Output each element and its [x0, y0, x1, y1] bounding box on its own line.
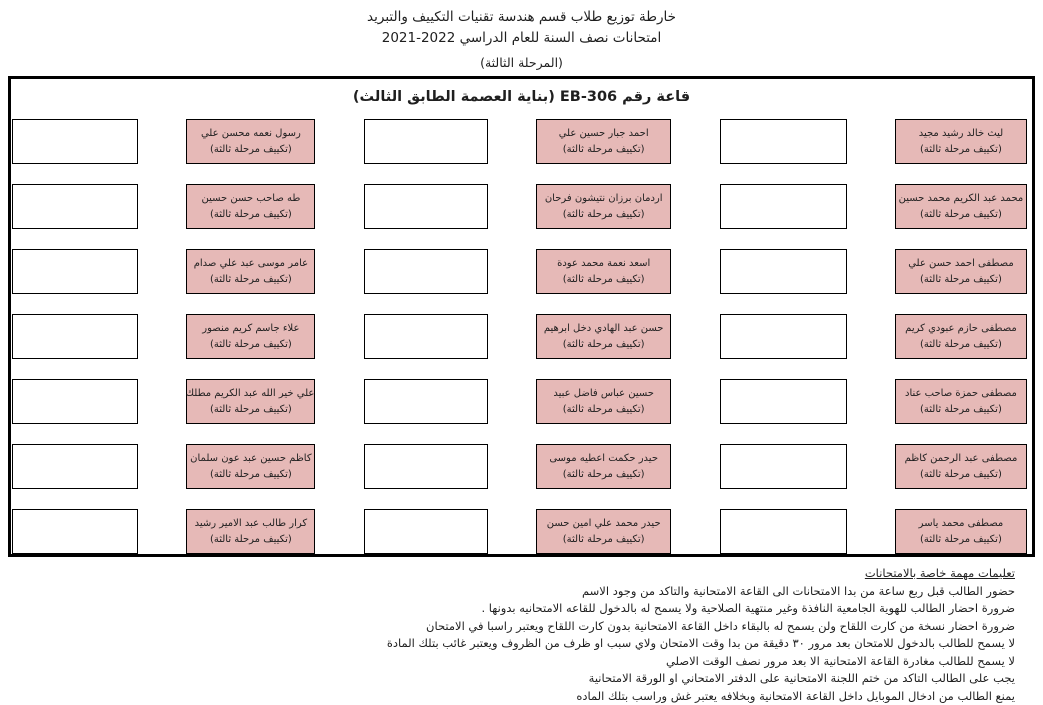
student-seat — [895, 249, 1027, 294]
empty-seat — [12, 379, 138, 424]
seat-row-6 — [12, 444, 1027, 489]
empty-seat — [364, 444, 488, 489]
student-name: مصطفى محمد ياسر — [918, 517, 1004, 529]
student-stage-label: (تكييف مرحلة ثالثة) — [209, 468, 292, 480]
student-stage-label: (تكييف مرحلة ثالثة) — [562, 468, 645, 480]
student-seat — [895, 184, 1027, 229]
empty-seat — [720, 379, 847, 424]
student-stage-label: (تكييف مرحلة ثالثة) — [562, 273, 645, 285]
student-stage-label: (تكييف مرحلة ثالثة) — [209, 403, 292, 415]
student-name: طه صاحب حسن حسين — [201, 192, 301, 204]
empty-seat — [720, 249, 847, 294]
empty-seat — [364, 249, 488, 294]
seat-row-7 — [12, 509, 1027, 554]
student-name: رسول نعمه محسن علي — [200, 127, 301, 139]
empty-seat — [12, 444, 138, 489]
student-name: علاء جاسم كريم منصور — [202, 322, 300, 334]
student-stage-label: (تكييف مرحلة ثالثة) — [209, 143, 292, 155]
student-seat — [895, 314, 1027, 359]
empty-seat — [720, 314, 847, 359]
student-stage-label: (تكييف مرحلة ثالثة) — [562, 533, 645, 545]
student-seat — [536, 314, 671, 359]
exam-instructions — [355, 565, 1015, 705]
empty-seat — [720, 444, 847, 489]
student-seat — [186, 444, 315, 489]
seat-row-4 — [12, 314, 1027, 359]
student-name: حسين عباس فاضل عبيد — [553, 387, 654, 399]
student-name: احمد جبار حسين علي — [558, 127, 649, 139]
student-name: مصطفى عبد الرحمن كاظم — [904, 452, 1018, 464]
empty-seat — [12, 314, 138, 359]
student-stage-label: (تكييف مرحلة ثالثة) — [562, 403, 645, 415]
document-title-line2: امتحانات نصف السنة للعام الدراسي 2022-2021 — [381, 30, 662, 46]
student-stage-label: (تكييف مرحلة ثالثة) — [562, 338, 645, 350]
student-seat — [895, 119, 1027, 164]
student-seat — [186, 184, 315, 229]
student-seat — [186, 249, 315, 294]
student-name: حيدر محمد علي امين حسن — [546, 517, 661, 529]
empty-seat — [12, 249, 138, 294]
student-name: اسعد نعمة محمد عودة — [557, 257, 651, 269]
student-seat — [895, 444, 1027, 489]
student-stage-label: (تكييف مرحلة ثالثة) — [209, 273, 292, 285]
student-name: محمد عبد الكريم محمد حسين — [898, 192, 1024, 204]
empty-seat — [720, 119, 847, 164]
student-stage-label: (تكييف مرحلة ثالثة) — [209, 533, 292, 545]
hall-header: قاعة رقم EB-306 (بناية العصمة الطابق الثالث) — [352, 89, 691, 105]
student-name: مصطفى حمزة صاحب عناد — [905, 387, 1017, 399]
student-stage-label: (تكييف مرحلة ثالثة) — [920, 143, 1002, 155]
student-stage-label: (تكييف مرحلة ثالثة) — [920, 533, 1002, 545]
empty-seat — [364, 314, 488, 359]
student-seat — [186, 379, 315, 424]
student-stage-label: (تكييف مرحلة ثالثة) — [920, 338, 1002, 350]
empty-seat — [12, 119, 138, 164]
student-seat — [536, 379, 671, 424]
instructions-heading: تعليمات مهمة خاصة بالامتحانات — [864, 566, 1015, 580]
empty-seat — [720, 184, 847, 229]
document-title-line3: (المرحلة الثالثة) — [480, 55, 563, 70]
student-name: مصطفى احمد حسن علي — [908, 257, 1014, 269]
student-name: حسن عبد الهادي دخل ابرهيم — [543, 322, 664, 334]
student-stage-label: (تكييف مرحلة ثالثة) — [209, 208, 292, 220]
student-name: اردمان برزان نتيشون فرحان — [544, 192, 663, 204]
student-seat — [895, 509, 1027, 554]
seat-row-5 — [12, 379, 1027, 424]
student-seat — [536, 509, 671, 554]
student-stage-label: (تكييف مرحلة ثالثة) — [920, 403, 1002, 415]
instruction-line: يمنع الطالب من ادخال الموبايل داخل القاعة الامتحانية وبخلافه يعتبر غش وراسب بتلك الماده — [576, 688, 1015, 703]
seat-row-1 — [12, 119, 1027, 164]
empty-seat — [12, 509, 138, 554]
student-seat — [186, 509, 315, 554]
empty-seat — [364, 509, 488, 554]
instruction-line: لا يسمح للطالب مغادرة القاعة الامتحانية الا بعد مرور نصف الوقت الاصلي — [665, 653, 1015, 668]
instruction-line: يجب على الطالب التاكد من ختم اللجنة الامتحانية على الدفتر الامتحاني او الورقة الامتحانية — [588, 671, 1015, 685]
document-title-block — [0, 9, 1043, 70]
empty-seat — [12, 184, 138, 229]
student-seat — [536, 184, 671, 229]
student-stage-label: (تكييف مرحلة ثالثة) — [562, 208, 645, 220]
student-name: مصطفى حازم عبودي كريم — [905, 322, 1017, 334]
seating-grid — [11, 119, 1032, 554]
document-title-line1: خارطة توزيع طلاب قسم هندسة تقنيات التكييف والتبريد — [367, 9, 676, 25]
exam-hall-box — [8, 76, 1035, 557]
student-name: كرار طالب عبد الامير رشيد — [194, 517, 308, 529]
instruction-line: ضرورة احضار نسخة من كارت اللقاح ولن يسمح له بالبقاء داخل القاعة الامتحانية بدون كارت اللقاح ويعتبر راسبا في الامتحان — [426, 618, 1015, 633]
empty-seat — [720, 509, 847, 554]
instruction-line: حضور الطالب قبل ربع ساعة من بدا الامتحانات الى القاعة الامتحانية والتاكد من وجود الاسم — [582, 583, 1015, 598]
student-stage-label: (تكييف مرحلة ثالثة) — [920, 208, 1002, 220]
student-stage-label: (تكييف مرحلة ثالثة) — [209, 338, 292, 350]
student-stage-label: (تكييف مرحلة ثالثة) — [920, 468, 1002, 480]
empty-seat — [364, 184, 488, 229]
instruction-line: ضرورة احضار الطالب للهوية الجامعية النافذة وغير منتهية الصلاحية ولا يسمح له بالدخول للقاعه الامتحانيه بدونها . — [481, 601, 1015, 615]
seat-row-2 — [12, 184, 1027, 229]
student-seat — [186, 314, 315, 359]
student-name: حيدر حكمت اعطيه موسى — [549, 452, 659, 464]
student-name: علي خير الله عبد الكريم مطلك — [185, 387, 315, 399]
student-seat — [536, 119, 671, 164]
student-stage-label: (تكييف مرحلة ثالثة) — [920, 273, 1002, 285]
student-stage-label: (تكييف مرحلة ثالثة) — [562, 143, 645, 155]
student-name: عامر موسى عبد علي صدام — [193, 257, 309, 269]
student-name: كاظم حسين عبد عون سلمان — [190, 452, 312, 464]
instruction-line: لا يسمح للطالب بالدخول للامتحان بعد مرور ٣٠ دقيقة من بدا وقت الامتحان ولاي سبب او ظرف من الظروف ويعتبر غائب بتلك المادة — [386, 636, 1015, 650]
student-seat — [536, 249, 671, 294]
student-name: ليث خالد رشيد مجيد — [918, 127, 1004, 139]
student-seat — [536, 444, 671, 489]
student-seat — [186, 119, 315, 164]
empty-seat — [364, 119, 488, 164]
student-seat — [895, 379, 1027, 424]
empty-seat — [364, 379, 488, 424]
seat-row-3 — [12, 249, 1027, 294]
